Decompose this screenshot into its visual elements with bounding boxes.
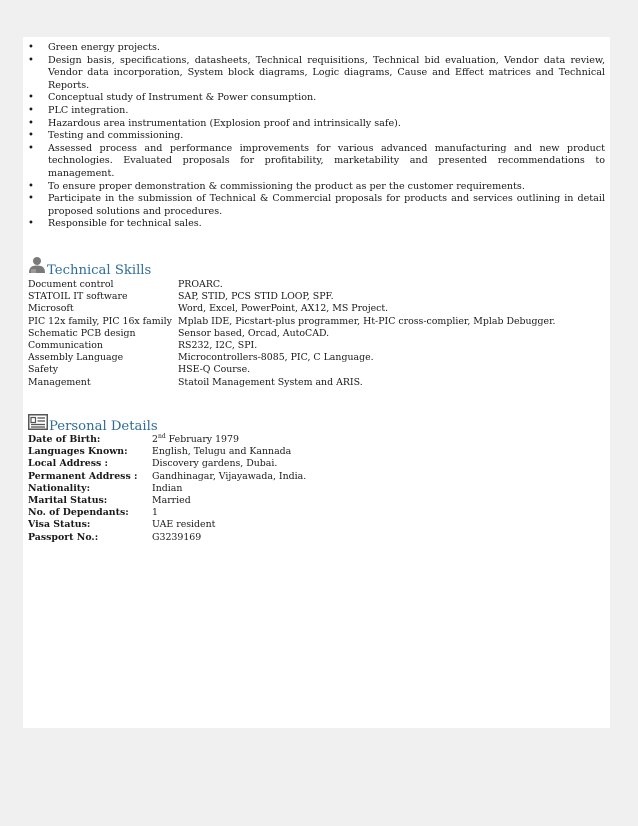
dob-day: 2 (152, 434, 158, 445)
skill-label: Safety (28, 364, 59, 376)
detail-value: G3239169 (152, 531, 202, 543)
table-row (28, 434, 428, 446)
skill-value: PROARC. (178, 279, 223, 290)
detail-label: Passport No.: (28, 531, 99, 543)
detail-value: English, Telugu and Kannada (152, 446, 292, 458)
table-row (28, 532, 428, 544)
skill-label: Assembly Language (28, 352, 124, 364)
detail-label: Permanent Address : (28, 470, 138, 482)
section-title: Technical Skills (47, 263, 152, 278)
table-row (28, 279, 588, 291)
list-item: • To ensure proper demonstration & commissioning the product as per the customer requirements. (23, 181, 605, 194)
technical-skills-heading (28, 256, 151, 279)
table-row (28, 340, 588, 352)
resume-page (23, 37, 610, 728)
skill-value: Microcontrollers-8085, PIC, C Language. (178, 352, 374, 364)
table-row (28, 377, 588, 389)
table-row (28, 507, 428, 519)
detail-label: Languages Known: (28, 446, 128, 458)
table-row (28, 316, 588, 328)
skill-label: Document control (28, 279, 114, 290)
list-item: • Participate in the submission of Technical & Commercial proposals for products and services outlining in detail proposed solutions and procedures. (23, 193, 605, 218)
list-item: • Responsible for technical sales. (23, 218, 605, 231)
skill-label: Schematic PCB design (28, 327, 136, 339)
detail-label: Date of Birth: (28, 434, 101, 445)
person-icon (28, 256, 46, 279)
skill-label: Communication (28, 340, 103, 352)
detail-value: Discovery gardens, Dubai. (152, 458, 278, 470)
section-title: Personal Details (49, 419, 158, 434)
detail-value: Married (152, 495, 191, 507)
list-item: • Assessed process and performance improvements for various advanced manufacturing and new product technologies. Evaluated proposals for profitability, marketability and presented recommendations to management. (23, 143, 605, 181)
detail-label: Marital Status: (28, 495, 108, 507)
skill-label: Management (28, 376, 91, 388)
table-row (28, 471, 428, 483)
dob-rest: February 1979 (168, 434, 239, 445)
table-row (28, 483, 428, 495)
detail-label: No. of Dependants: (28, 507, 129, 519)
skill-value: Statoil Management System and ARIS. (178, 376, 363, 388)
skill-value: RS232, I2C, SPI. (178, 340, 258, 352)
skill-label: STATOIL IT software (28, 291, 128, 303)
table-row (28, 328, 588, 340)
dob-suffix: nd (157, 432, 166, 440)
responsibilities-list (23, 42, 605, 231)
detail-label: Nationality: (28, 482, 91, 494)
skill-label: Microsoft (28, 303, 74, 315)
detail-label: Visa Status: (28, 519, 91, 531)
detail-value: UAE resident (152, 519, 216, 531)
table-row (28, 291, 588, 303)
technical-skills-table (28, 279, 588, 389)
table-row (28, 519, 428, 531)
detail-value: Gandhinagar, Vijayawada, India. (152, 470, 307, 482)
table-row (28, 303, 588, 315)
skill-label: PIC 12x family, PIC 16x family (28, 315, 172, 327)
personal-details-table (28, 434, 428, 544)
list-item: • Hazardous area instrumentation (Explosion proof and intrinsically safe). (23, 118, 605, 131)
list-item: • Conceptual study of Instrument & Power consumption. (23, 92, 605, 105)
personal-details-heading (28, 414, 158, 435)
skill-value: Word, Excel, PowerPoint, AX12, MS Project. (178, 303, 389, 315)
skill-value: HSE-Q Course. (178, 364, 251, 376)
list-item: • Green energy projects. (23, 42, 605, 55)
detail-value (152, 434, 428, 446)
detail-label: Local Address : (28, 458, 109, 470)
list-item: • Testing and commissioning. (23, 130, 605, 143)
id-card-icon (28, 414, 48, 435)
skill-value: Sensor based, Orcad, AutoCAD. (178, 327, 330, 339)
table-row (28, 352, 588, 364)
detail-value: Indian (152, 482, 183, 494)
list-item: • Design basis, specifications, datasheets, Technical requisitions, Technical bid evaluation, Vendor data review, Vendor data incorporation, System block diagrams, Logic diagrams, Cause and Effect matrices and Technical Reports. (23, 55, 605, 93)
list-item: • PLC integration. (23, 105, 605, 118)
table-row (28, 495, 428, 507)
table-row (28, 446, 428, 458)
detail-value: 1 (152, 507, 158, 519)
skill-value: Mplab IDE, Picstart-plus programmer, Ht-PIC cross-complier, Mplab Debugger. (178, 315, 556, 327)
skill-value: SAP, STID, PCS STID LOOP, SPF. (178, 291, 334, 303)
table-row (28, 364, 588, 376)
table-row (28, 458, 428, 470)
